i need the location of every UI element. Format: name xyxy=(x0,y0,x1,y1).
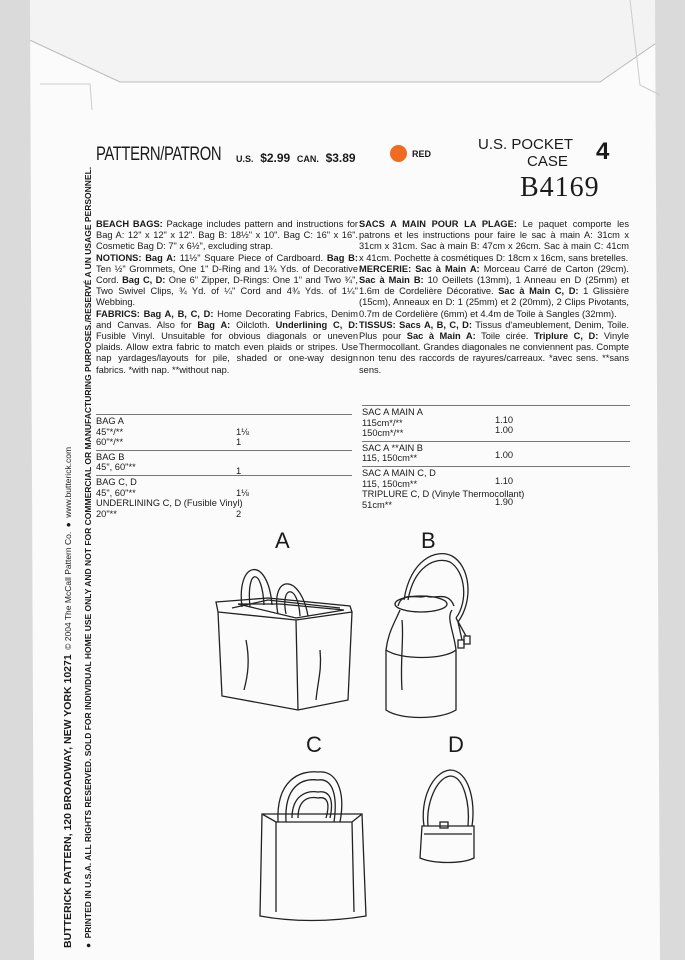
pattern-label: PATTERN/PATRON xyxy=(96,144,222,165)
row-label: 51cm** xyxy=(362,499,392,510)
en-fabrics-text-1: Home Decorating Fabrics, Denim and Canvas. Also for xyxy=(96,308,358,330)
row-value: 2 xyxy=(236,508,242,519)
fr-tissus-saca: Sac à Main A: xyxy=(406,331,476,342)
row-value: 1.90 xyxy=(495,496,514,507)
row-label: 115cm*/** xyxy=(362,417,403,428)
size-number: 4 xyxy=(596,138,610,165)
en-notions-text-1: 11½" Square Piece of Cardboard. xyxy=(176,252,327,263)
row-label: BAG B xyxy=(96,451,125,462)
fr-mercerie-text-3: 1 Glissière (15cm), Anneaux en D: 1 (25mm) et 2 (20mm), 2 Clips Pivotants, 0.7m de Cordelière (6mm) et 4.4m de Toile à Sangles (32mm). xyxy=(359,286,629,319)
fr-tissus-text-3: Vinyle Thermocollant. Grandes diagonales ne conviennent pas. Compte non tenu des raccords de rayures/carreaux. *avec sens. **sans sens. xyxy=(359,331,630,375)
fr-tissus-text-1: Tissus d'ameublement, Denim, Toile. Plus pour xyxy=(359,319,629,342)
view-label-a: A xyxy=(275,528,290,553)
en-fabrics-text-2: Oilcloth. xyxy=(230,319,276,330)
row-value: 1 xyxy=(236,437,242,448)
row-value: 1.10 xyxy=(495,475,514,486)
fr-sacs-head: SACS A MAIN POUR LA PLAGE: xyxy=(359,219,517,229)
row-label: 150cm*/** xyxy=(362,428,404,439)
us-label: U.S. xyxy=(236,154,254,164)
row-label: 115, 150cm** xyxy=(362,478,418,489)
pattern-code: B4169 xyxy=(520,172,600,203)
us-price-value: $2.99 xyxy=(260,151,291,165)
fr-mercerie-sacb: Sac à Main B: xyxy=(359,275,424,286)
rights-line: ● PRINTED IN U.S.A. ALL RIGHTS RESERVED. SOLD FOR INDIVIDUAL HOME USE ONLY AND NOT FOR COMMERCIAL OR MANUFACTURING PURPOSES./RESERVÉ A UN USAGE PERSONNEL. xyxy=(83,166,93,948)
row-value: 1⅛ xyxy=(236,426,249,437)
title-line-1: U.S. POCKET xyxy=(478,136,574,153)
row-value: 1.00 xyxy=(495,450,514,461)
fr-tissus-trip: Triplure C, D: xyxy=(534,331,599,342)
fr-mercerie-saccd: Sac à Main C, D: xyxy=(498,286,579,297)
row-label: 20"** xyxy=(96,508,117,519)
row-label: 45", 60"** xyxy=(96,462,136,473)
row-label: BAG A xyxy=(96,416,124,426)
en-notions-text-3: One 6" Zipper, D-Rings: One 1" and Two ¾", Two Swivel Clips, ¾ Yd. of ¼" Cord and 4¾ Yds. of 1¼" Webbing. xyxy=(96,275,358,308)
row-label: BAG C, D xyxy=(96,476,137,487)
title-line-2: CASE xyxy=(527,153,568,170)
row-label: SAC A **AIN B xyxy=(362,442,423,453)
website: www.butterick.com xyxy=(63,446,73,518)
en-notions-bagb: Bag B: xyxy=(326,252,358,263)
fr-mercerie-text-1: Morceau Carré de Carton (29cm). xyxy=(479,263,629,274)
view-label-b: B xyxy=(421,528,436,553)
fr-tissus-head: TISSUS: Sacs A, B, C, D: xyxy=(359,319,472,330)
view-label-d: D xyxy=(448,732,464,757)
row-value: 1⅛ xyxy=(236,487,249,498)
en-notions-head: NOTIONS: Bag A: xyxy=(96,252,177,263)
fr-sacs-text: Le paquet comporte les patrons et les instructions pour faire le sac à main A: 31cm x 31cm x 31cm. Sac à main B: 47cm x 26cm. Sac à main C: 41cm x 41cm. Pochette à cosmétiques D: 18cm x 16cm, sans bretelles. xyxy=(359,219,629,263)
can-price-value: $3.89 xyxy=(325,151,356,165)
row-value: 1.10 xyxy=(495,414,514,425)
copyright: © 2004 The McCall Pattern Co. xyxy=(63,531,73,650)
en-beach-text: Package includes pattern and instructions for Bag A: 12" x 12" x 12". Bag B: 18½" x 10". Bag C: 16" x 16". Cosmetic Bag D: 7" x 6½", excluding strap. xyxy=(96,219,358,252)
en-notions-text-2: Ten ½" Grommets, One 1" D-Ring and 1¾ Yds. of Decorative Cord. xyxy=(96,263,358,286)
row-value: 1 xyxy=(236,466,242,477)
rights-text: PRINTED IN U.S.A. ALL RIGHTS RESERVED. SOLD FOR INDIVIDUAL HOME USE ONLY AND NOT FOR COMMERCIAL OR MANUFACTURING PURPOSES./RESERVÉ A UN USAGE PERSONNEL. xyxy=(83,166,93,939)
row-value: 1.00 xyxy=(495,425,514,436)
can-label: CAN. xyxy=(296,154,319,164)
en-fabrics-text-3: Fusible Vinyl. Unsuitable for obvious diagonals or uneven plaids. Allow extra fabric to match even plaids or stripes. Use nap yardages/layouts for pile, shaded or one-way design fabrics. *with nap. **without nap. xyxy=(96,331,358,375)
fr-mercerie-text-2: 10 Oeillets (13mm), 1 Anneau en D (25mm) et 1.6m de Cordelière Décorative. xyxy=(359,275,629,297)
row-label: 60"*/** xyxy=(96,437,124,448)
en-fabrics-under: Underlining C, D: xyxy=(275,319,358,330)
row-label: SAC A MAIN C, D xyxy=(362,467,436,478)
publisher-address: BUTTERICK PATTERN, 120 BROADWAY, NEW YORK 10271 xyxy=(62,654,74,948)
row-label: 45"*/** xyxy=(96,426,124,437)
en-fabrics-head: FABRICS: Bag A, B, C, D: xyxy=(96,308,214,319)
color-label: RED xyxy=(412,149,432,159)
publisher-line: BUTTERICK PATTERN, 120 BROADWAY, NEW YORK 10271 © 2004 The McCall Pattern Co. ● www.butterick.com xyxy=(62,446,74,948)
row-label: UNDERLINING C, D (Fusible Vinyl) xyxy=(96,498,243,509)
row-label: 115, 150cm** xyxy=(362,453,418,464)
row-label: TRIPLURE C, D (Vinyle Thermocollant) xyxy=(362,489,525,500)
en-notions-bagcd: Bag C, D: xyxy=(122,275,166,286)
en-beach-head: BEACH BAGS: xyxy=(96,219,163,229)
fr-tissus-text-2: Toile cirée. xyxy=(475,331,535,342)
fr-mercerie-head: MERCERIE: Sac à Main A: xyxy=(359,263,480,274)
row-label: SAC A MAIN A xyxy=(362,407,423,417)
en-fabrics-baga: Bag A: xyxy=(197,319,231,330)
row-label: 45", 60"** xyxy=(96,487,136,498)
view-label-c: C xyxy=(306,732,322,757)
